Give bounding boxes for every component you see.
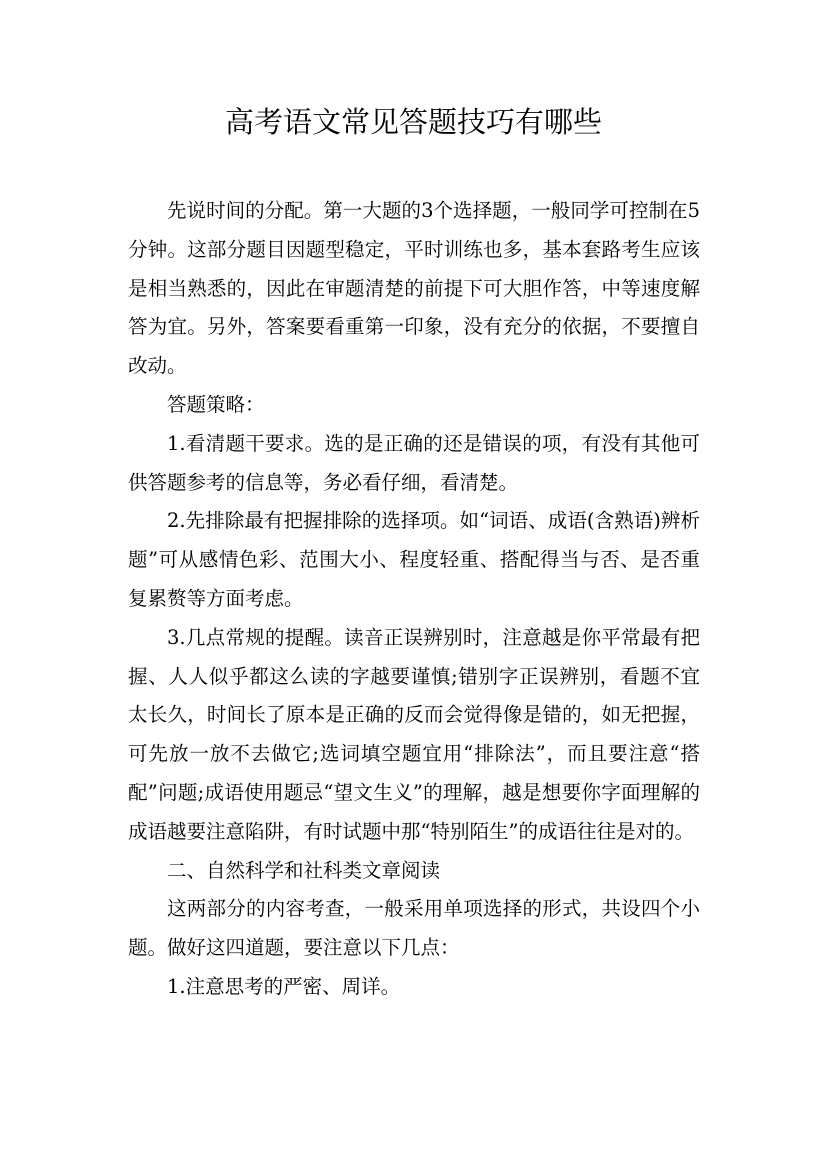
paragraph-strategy-3: 3.几点常规的提醒。读音正误辨别时，注意越是你平常最有把握、人人似乎都这么读的字越要谨慎;错别字正误辨别，看题不宜太长久，时间长了原本是正确的反而会觉得像是错的，如无把握，可先放一放不去做它;选词填空题宜用“排除法”，而且要注意“搭配”问题;成语使用题忌“望文生义”的理解，越是想要你字面理解的成语越要注意陷阱，有时试题中那“特别陌生”的成语往往是对的。	[128, 625, 700, 843]
paragraph-reading-intro: 这两部分的内容考查，一般采用单项选择的形式，共设四个小题。做好这四道题，要注意以下几点：	[128, 897, 700, 960]
document-title: 高考语文常见答题技巧有哪些	[224, 105, 602, 139]
document-body	[128, 192, 700, 1007]
paragraph-reading-point-1: 1.注意思考的严密、周详。	[167, 974, 401, 998]
paragraph-strategy-2: 2.先排除最有把握排除的选择项。如“词语、成语(含熟语)辨析题”可从感情色彩、范围大小、程度轻重、搭配得当与否、是否重复累赘等方面考虑。	[128, 509, 700, 610]
paragraph-strategy-heading: 答题策略：	[167, 392, 265, 416]
section-heading-reading: 二、自然科学和社科类文章阅读	[167, 858, 441, 882]
paragraph-strategy-1: 1.看清题干要求。选的是正确的还是错误的项，有没有其他可供答题参考的信息等，务必看仔细，看清楚。	[128, 431, 700, 494]
paragraph-time-allocation: 先说时间的分配。第一大题的3个选择题，一般同学可控制在5分钟。这部分题目因题型稳定，平时训练也多，基本套路考生应该是相当熟悉的，因此在审题清楚的前提下可大胆作答，中等速度解答为宜。另外，答案要看重第一印象，没有充分的依据，不要擅自改动。	[128, 199, 700, 378]
